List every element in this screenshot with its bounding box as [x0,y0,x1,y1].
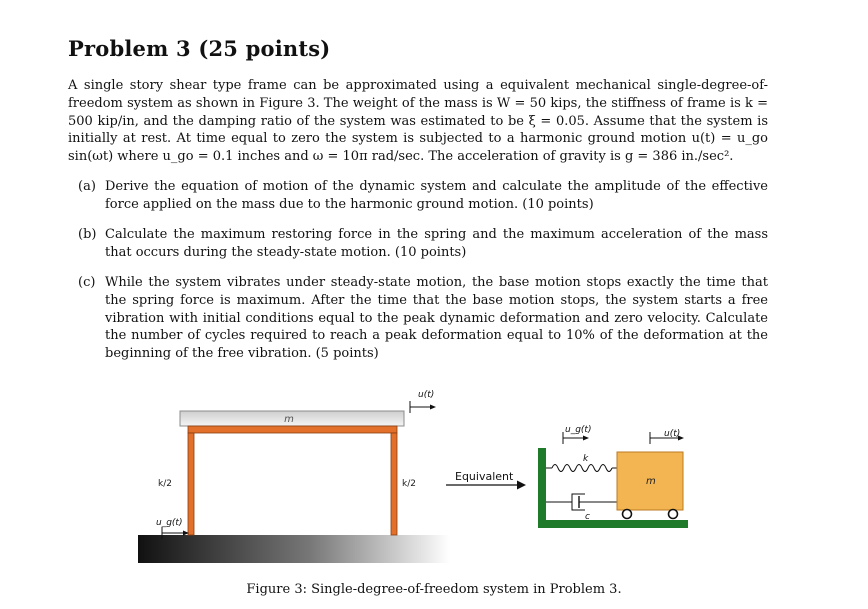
sdof-ground-arrowhead [583,436,589,441]
sdof-mass-motion-label: u(t) [664,429,681,439]
sdof-ground-motion-label: u_g(t) [565,425,592,435]
mass-label: m [646,476,656,487]
sdof-model [538,425,688,528]
left-column-stiffness-label: k/2 [158,479,172,489]
figure-caption: Figure 3: Single-degree-of-freedom system in Problem 3. [246,582,622,597]
roof-beam [188,426,397,433]
mass-wheel-left [623,510,632,519]
equivalent-label: Equivalent [455,470,514,483]
part-c-text: While the system vibrates under steady-state motion, the base motion stops exactly the time that the spring force is maximum. After the time that the base motion stops, the system starts a free vibration with initial conditions equal to the peak dynamic deformation and zero velocity. Calculate the number of cycles required to reach a peak deformation equal to 10% of the deformation at the beginning of the free vibration. (5 points) [105,275,768,362]
problem-intro: A single story shear type frame can be approximated using a equivalent mechanical single-degree-of-freedom system as shown in Figure 3. The weight of the mass is W = 50 kips, the stiffness of frame is k = 500 kip/in, and the damping ratio of the system was estimated to be ξ = 0.05. Assume that the system is initially at rest. At time equal to zero the system is subjected to a harmonic ground motion u(t) = u_go sin(ωt) where u_go = 0.1 inches and ω = 10π rad/sec. The acceleration of gravity is g = 386 in./sec². [68,78,768,165]
spring-stiffness-label: k [583,454,589,464]
left-column [188,433,194,535]
part-a-label: (a) [78,179,96,194]
roof-motion-arrowhead [430,405,436,410]
mass-wheel-right [669,510,678,519]
right-column-stiffness-label: k/2 [402,479,416,489]
part-c-label: (c) [78,275,96,290]
ground-base [138,535,450,563]
right-column [391,433,397,535]
ground-motion-label: u_g(t) [156,518,183,528]
part-b-text: Calculate the maximum restoring force in the spring and the maximum acceleration of the mass that occurs during the steady-state motion. (10 points) [105,227,768,260]
part-b-label: (b) [78,227,97,242]
equivalent-arrowhead [517,481,526,490]
frame-mass-label: m [284,414,294,425]
problem-title: Problem 3 (25 points) [68,36,331,61]
damper-label: c [585,512,590,522]
shear-frame [138,390,450,563]
roof-motion-label: u(t) [418,390,435,400]
support-wall [538,448,546,528]
part-a-text: Derive the equation of motion of the dynamic system and calculate the amplitude of the effective force applied on the mass due to the harmonic ground motion. (10 points) [105,179,768,212]
equivalent-arrow-group [446,470,526,490]
support-floor [538,520,688,528]
